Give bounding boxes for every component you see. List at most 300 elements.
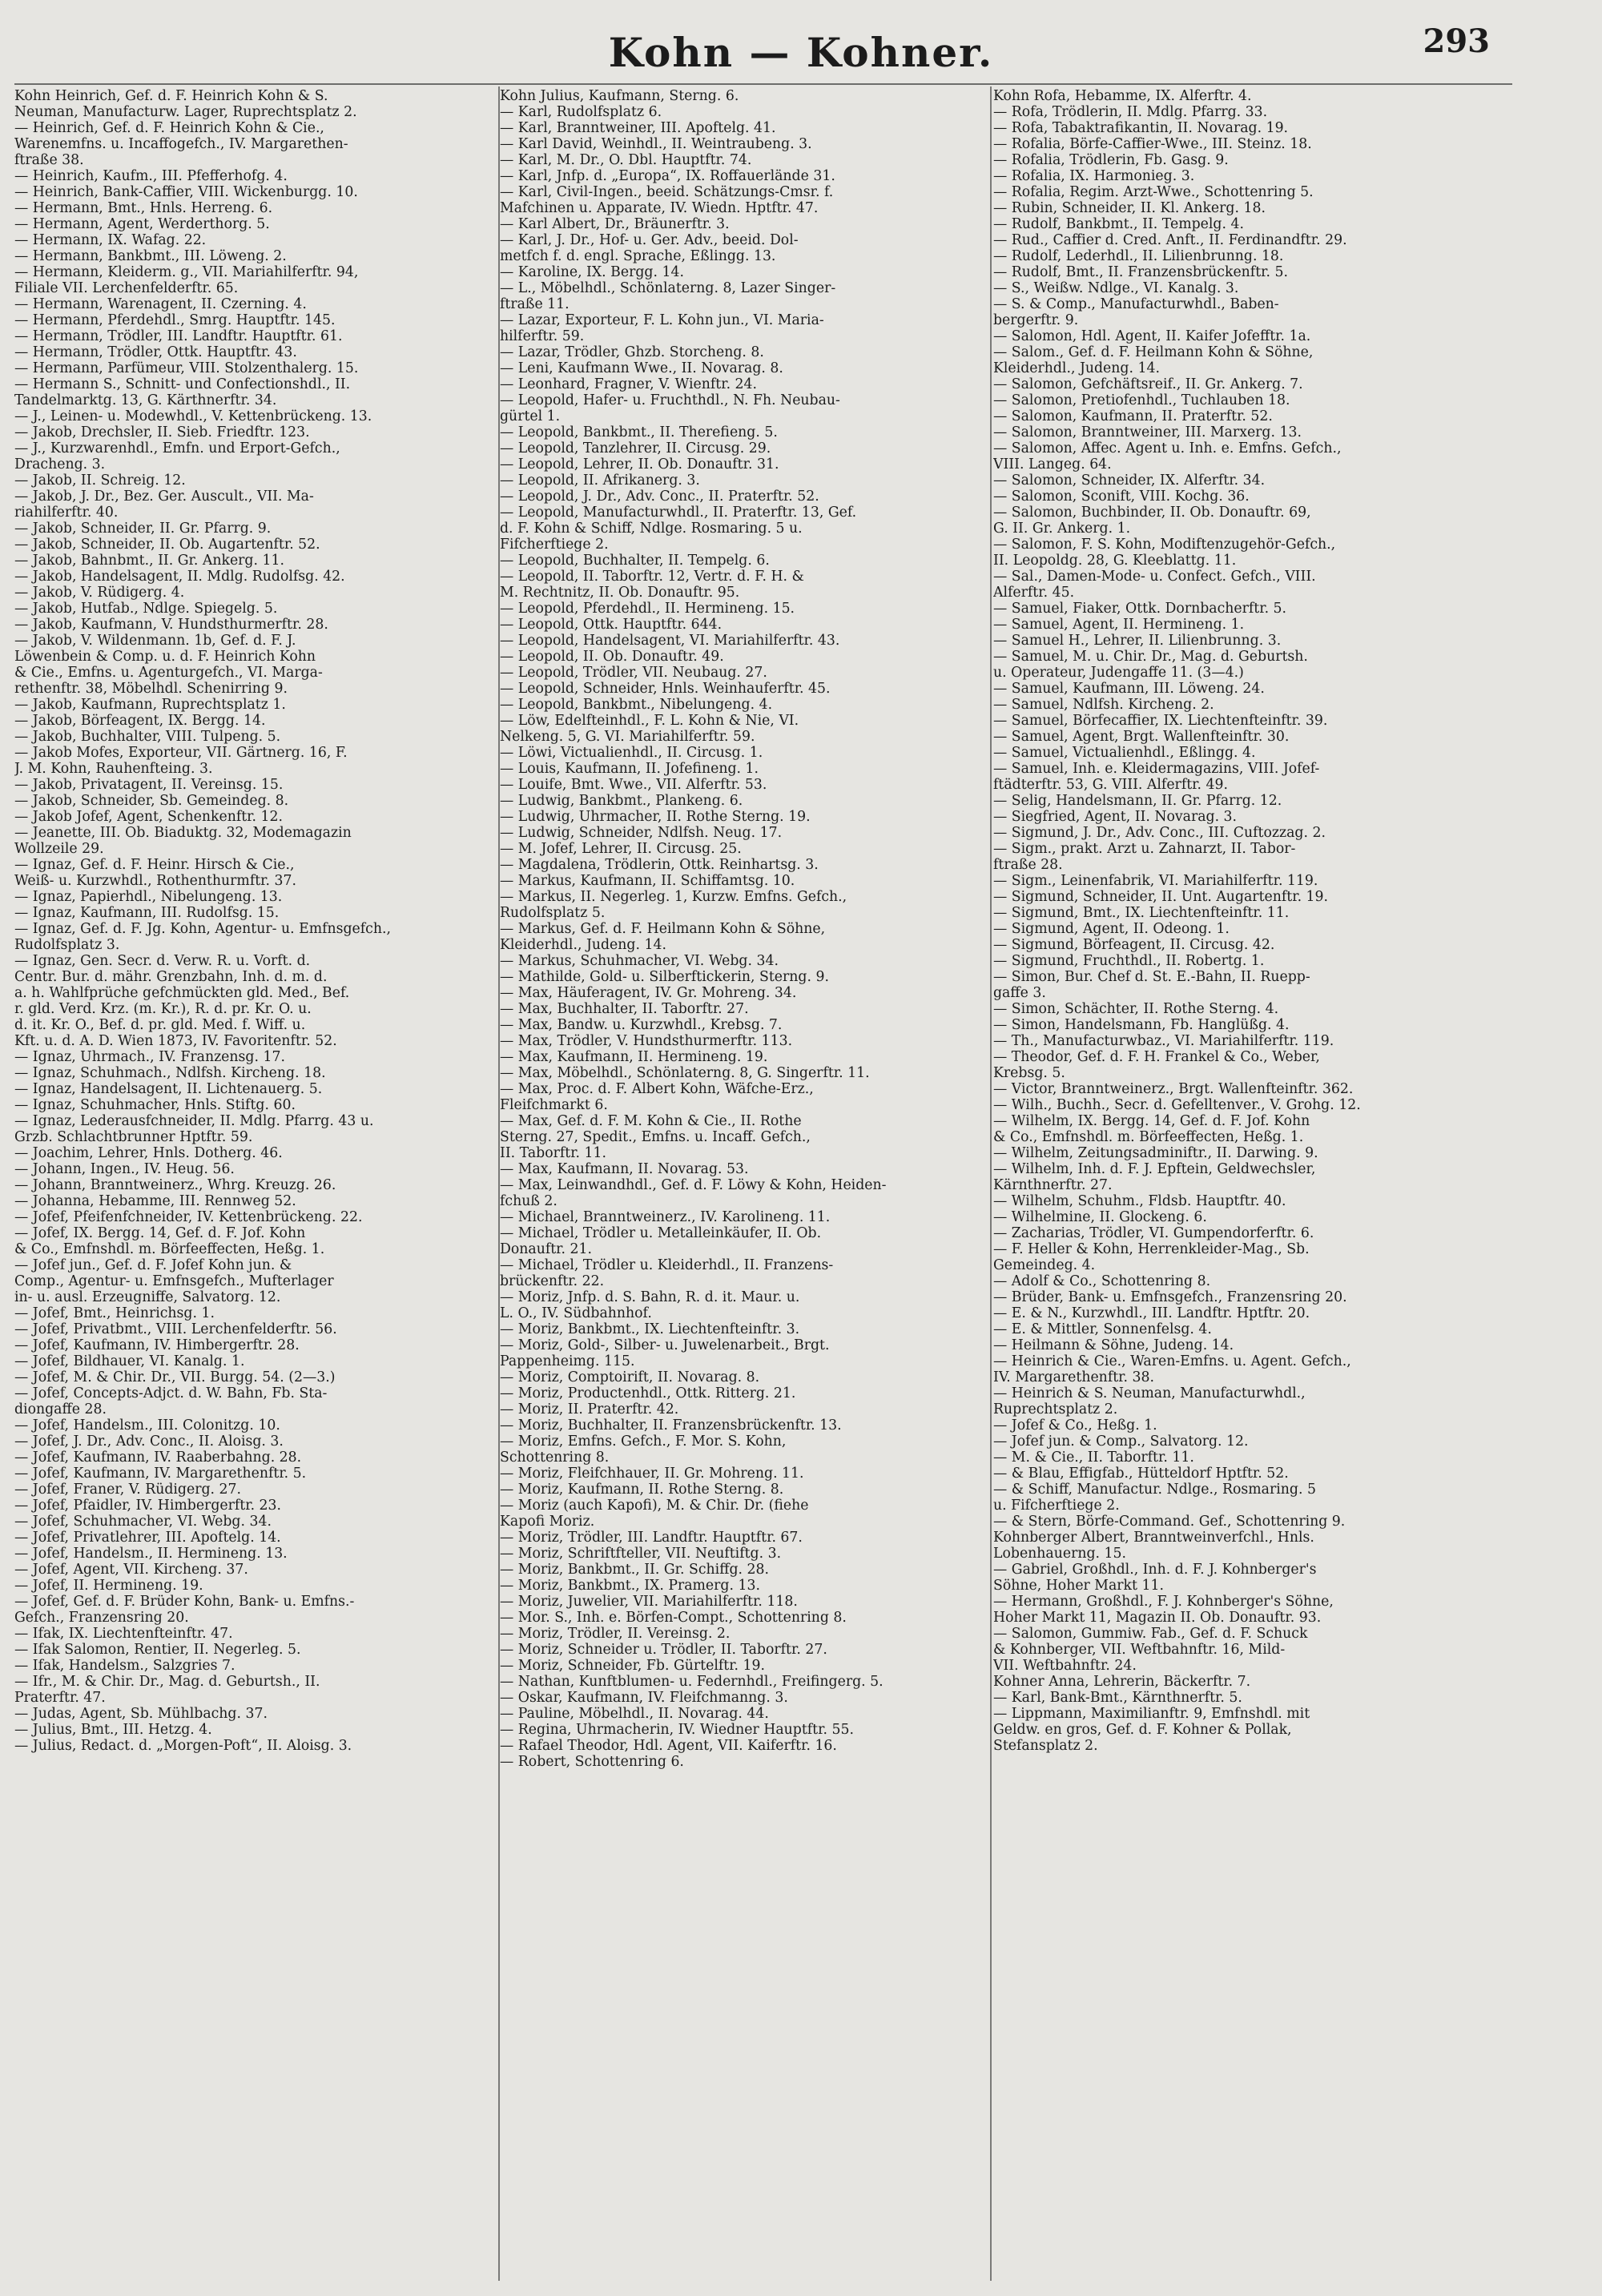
directory-entry: — Karl, J. Dr., Hof- u. Ger. Adv., beeid. Dol- bbox=[500, 232, 799, 248]
directory-entry: — Moriz, Bankbmt., IX. Liechtenfteinftr. 3. bbox=[500, 1321, 800, 1337]
directory-entry: Kft. u. d. A. D. Wien 1873, IV. Favoritenftr. 52. bbox=[14, 1033, 337, 1049]
directory-entry: — Hermann, IX. Wafag. 22. bbox=[14, 232, 207, 248]
directory-entry: — Moriz, Emfns. Gefch., F. Mor. S. Kohn, bbox=[500, 1433, 787, 1450]
directory-entry: Lobenhauerng. 15. bbox=[993, 1546, 1127, 1562]
directory-entry: Neuman, Manufacturw. Lager, Ruprechtsplatz 2. bbox=[14, 104, 357, 120]
directory-entry: — Sigmund, J. Dr., Adv. Conc., III. Cuftozzag. 2. bbox=[993, 825, 1326, 841]
directory-entry: — Judas, Agent, Sb. Mühlbachg. 37. bbox=[14, 1706, 268, 1722]
directory-entry: — Salomon, Buchbinder, II. Ob. Donauftr. 69, bbox=[993, 505, 1311, 521]
column-middle bbox=[500, 88, 988, 1770]
directory-entry: — Hermann, Großhdl., F. J. Kohnberger's Söhne, bbox=[993, 1594, 1334, 1610]
directory-entry: — Jofef, Privatbmt., VIII. Lerchenfelderftr. 56. bbox=[14, 1321, 337, 1337]
directory-entry: — Heinrich, Gef. d. F. Heinrich Kohn & Cie., bbox=[14, 120, 324, 136]
directory-entry: — Jakob, J. Dr., Bez. Ger. Auscult., VII. Ma- bbox=[14, 489, 314, 505]
directory-entry: — Ifak Salomon, Rentier, II. Negerleg. 5. bbox=[14, 1642, 301, 1658]
directory-entry: — Salomon, Gefchäftsreif., II. Gr. Ankerg. 7. bbox=[993, 376, 1303, 392]
directory-entry: — Wilhelm, Zeitungsadminiftr., II. Darwing. 9. bbox=[993, 1145, 1318, 1161]
directory-entry: — Hermann, Trödler, III. Landftr. Hauptftr. 61. bbox=[14, 328, 343, 344]
directory-entry: — Jofef, Franer, V. Rüdigerg. 27. bbox=[14, 1482, 242, 1498]
directory-entry: Mafchinen u. Apparate, IV. Wiedn. Hptftr. 47. bbox=[500, 200, 819, 216]
directory-entry: — Samuel, Agent, II. Hermineng. 1. bbox=[993, 617, 1245, 633]
directory-entry: — Jofef, J. Dr., Adv. Conc., II. Aloisg. 3. bbox=[14, 1433, 284, 1450]
directory-entry: — Karl, Bank-Bmt., Kärnthnerftr. 5. bbox=[993, 1690, 1242, 1706]
directory-entry: — Jakob, Handelsagent, II. Mdlg. Rudolfsg. 42. bbox=[14, 569, 345, 585]
directory-entry: — Leopold, Trödler, VII. Neubaug. 27. bbox=[500, 665, 767, 681]
directory-entry: — Michael, Branntweinerz., IV. Karolineng. 11. bbox=[500, 1209, 831, 1225]
directory-entry: Kohn Rofa, Hebamme, IX. Alferftr. 4. bbox=[993, 88, 1252, 104]
directory-entry: — Markus, Schuhmacher, VI. Webg. 34. bbox=[500, 953, 779, 969]
directory-entry: — Karoline, IX. Bergg. 14. bbox=[500, 264, 684, 280]
directory-entry: — Julius, Redact. d. „Morgen-Poft“, II. Aloisg. 3. bbox=[14, 1738, 352, 1754]
directory-entry: — Jofef, Agent, VII. Kircheng. 37. bbox=[14, 1562, 248, 1578]
directory-entry: r. gld. Verd. Krz. (m. Kr.), R. d. pr. Kr. O. u. bbox=[14, 1001, 312, 1017]
directory-entry: — Samuel, Victualienhdl., Eßlingg. 4. bbox=[993, 745, 1256, 761]
directory-entry: — Hermann, Bmt., Hnls. Herreng. 6. bbox=[14, 200, 273, 216]
directory-entry: — Ludwig, Bankbmt., Plankeng. 6. bbox=[500, 793, 743, 809]
directory-entry: — Max, Möbelhdl., Schönlaterng. 8, G. Singerftr. 11. bbox=[500, 1065, 870, 1081]
directory-entry: — Jakob, Schneider, II. Ob. Augartenftr. 52. bbox=[14, 537, 320, 553]
directory-entry: hilferftr. 59. bbox=[500, 328, 585, 344]
directory-entry: — Moriz, Juwelier, VII. Mariahilferftr. 118. bbox=[500, 1594, 798, 1610]
directory-entry: — Moriz, Schneider u. Trödler, II. Taborftr. 27. bbox=[500, 1642, 827, 1658]
directory-entry: II. Taborftr. 11. bbox=[500, 1145, 607, 1161]
directory-entry: — Max, Bandw. u. Kurzwhdl., Krebsg. 7. bbox=[500, 1017, 783, 1033]
directory-entry: — & Blau, Effigfab., Hütteldorf Hptftr. 52. bbox=[993, 1466, 1289, 1482]
directory-entry: — Ignaz, Schuhmacher, Hnls. Stiftg. 60. bbox=[14, 1097, 296, 1113]
directory-entry: — Hermann, Pferdehdl., Smrg. Hauptftr. 145. bbox=[14, 312, 336, 328]
directory-entry: & Cie., Emfns. u. Agenturgefch., VI. Marga- bbox=[14, 665, 323, 681]
directory-entry: Fifcherftiege 2. bbox=[500, 537, 609, 553]
directory-entry: d. it. Kr. O., Bef. d. pr. gld. Med. f. Wiff. u. bbox=[14, 1017, 306, 1033]
directory-entry: Schottenring 8. bbox=[500, 1450, 610, 1466]
directory-entry: Tandelmarktg. 13, G. Kärthnerftr. 34. bbox=[14, 392, 277, 408]
directory-entry: — Rofa, Trödlerin, II. Mdlg. Pfarrg. 33. bbox=[993, 104, 1268, 120]
directory-entry: — Max, Trödler, V. Hundsthurmerftr. 113. bbox=[500, 1033, 793, 1049]
directory-entry: G. II. Gr. Ankerg. 1. bbox=[993, 521, 1131, 537]
directory-entry: — Rofalia, Trödlerin, Fb. Gasg. 9. bbox=[993, 152, 1229, 168]
directory-entry: — Markus, Kaufmann, II. Schiffamtsg. 10. bbox=[500, 873, 795, 889]
directory-entry: — Moriz (auch Kapofi), M. & Chir. Dr. (fiehe bbox=[500, 1498, 809, 1514]
directory-entry: — Max, Gef. d. F. M. Kohn & Cie., II. Rothe bbox=[500, 1113, 802, 1129]
directory-entry: — Max, Leinwandhdl., Gef. d. F. Löwy & Kohn, Heiden- bbox=[500, 1177, 887, 1193]
directory-entry: — Jofef, Kaufmann, IV. Raaberbahng. 28. bbox=[14, 1450, 302, 1466]
directory-entry: — Salomon, Branntweiner, III. Marxerg. 13. bbox=[993, 424, 1302, 440]
directory-entry: — Jakob, Schneider, II. Gr. Pfarrg. 9. bbox=[14, 521, 272, 537]
directory-entry: metfch f. d. engl. Sprache, Eßlingg. 13. bbox=[500, 248, 776, 264]
directory-entry: — Jofef, Bildhauer, VI. Kanalg. 1. bbox=[14, 1353, 245, 1369]
directory-entry: Gefch., Franzensring 20. bbox=[14, 1610, 189, 1626]
directory-entry: — Jofef, Privatlehrer, III. Apoftelg. 14. bbox=[14, 1530, 281, 1546]
directory-entry: — Ignaz, Handelsagent, II. Lichtenauerg. 5. bbox=[14, 1081, 323, 1097]
directory-entry: — Salomon, Pretiofenhdl., Tuchlauben 18. bbox=[993, 392, 1290, 408]
directory-entry: Krebsg. 5. bbox=[993, 1065, 1065, 1081]
directory-entry: — Leopold, II. Taborftr. 12, Vertr. d. F. H. & bbox=[500, 569, 804, 585]
directory-entry: — Jakob, Buchhalter, VIII. Tulpeng. 5. bbox=[14, 729, 281, 745]
directory-entry: — Jofef, Pfaidler, IV. Himbergerftr. 23. bbox=[14, 1498, 282, 1514]
directory-entry: — Moriz, Jnfp. d. S. Bahn, R. d. it. Maur. u. bbox=[500, 1289, 800, 1305]
directory-entry: — Moriz, Schriftfteller, VII. Neuftiftg. 3. bbox=[500, 1546, 782, 1562]
page-header bbox=[0, 0, 1602, 96]
directory-entry: Weiß- u. Kurzwhdl., Rothenthurmftr. 37. bbox=[14, 873, 296, 889]
directory-entry: — & Stern, Börfe-Command. Gef., Schottenring 9. bbox=[993, 1514, 1346, 1530]
directory-entry: — Salomon, Sconift, VIII. Kochg. 36. bbox=[993, 489, 1250, 505]
directory-entry: — J., Leinen- u. Modewhdl., V. Kettenbrückeng. 13. bbox=[14, 408, 372, 424]
directory-entry: — Ignaz, Gef. d. F. Jg. Kohn, Agentur- u. Emfnsgefch., bbox=[14, 921, 391, 937]
directory-entry: — Wilhelm, Schuhm., Fldsb. Hauptftr. 40. bbox=[993, 1193, 1286, 1209]
directory-entry: — Johanna, Hebamme, III. Rennweg 52. bbox=[14, 1193, 296, 1209]
directory-entry: — Wilhelm, IX. Bergg. 14, Gef. d. F. Jof. Kohn bbox=[993, 1113, 1310, 1129]
directory-entry: ftraße 38. bbox=[14, 152, 84, 168]
directory-entry: in- u. ausl. Erzeugniffe, Salvatorg. 12. bbox=[14, 1289, 281, 1305]
directory-entry: — Leopold, Bankbmt., II. Therefieng. 5. bbox=[500, 424, 778, 440]
directory-entry: — M. Jofef, Lehrer, II. Circusg. 25. bbox=[500, 841, 742, 857]
directory-entry: Kleiderhdl., Judeng. 14. bbox=[993, 360, 1160, 376]
directory-entry: — Löw, Edelfteinhdl., F. L. Kohn & Nie, VI. bbox=[500, 713, 799, 729]
directory-entry: — Moriz, Trödler, III. Landftr. Hauptftr. 67. bbox=[500, 1530, 803, 1546]
directory-entry: — Leonhard, Fragner, V. Wienftr. 24. bbox=[500, 376, 758, 392]
directory-entry: a. h. Wahlfprüche gefchmückten gld. Med., Bef. bbox=[14, 985, 350, 1001]
directory-entry: — Heinrich & Cie., Waren-Emfns. u. Agent. Gefch., bbox=[993, 1353, 1351, 1369]
directory-entry: — Leopold, Tanzlehrer, II. Circusg. 29. bbox=[500, 440, 771, 456]
directory-entry: — Sigmund, Schneider, II. Unt. Augartenftr. 19. bbox=[993, 889, 1329, 905]
directory-entry: — Magdalena, Trödlerin, Ottk. Reinhartsg. 3. bbox=[500, 857, 819, 873]
directory-entry: — Leopold, II. Afrikanerg. 3. bbox=[500, 472, 700, 489]
directory-entry: — Jofef, Gef. d. F. Brüder Kohn, Bank- u. Emfns.- bbox=[14, 1594, 355, 1610]
directory-entry: Rudolfsplatz 3. bbox=[14, 937, 120, 953]
directory-entry: — Samuel, Agent, Brgt. Wallenfteinftr. 30. bbox=[993, 729, 1290, 745]
directory-entry: u. Fifcherftiege 2. bbox=[993, 1498, 1120, 1514]
directory-entry: — Jofef & Co., Heßg. 1. bbox=[993, 1417, 1157, 1433]
directory-entry: — Leopold, Pferdehdl., II. Hermineng. 15. bbox=[500, 601, 795, 617]
directory-entry: — Hermann, Agent, Werderthorg. 5. bbox=[14, 216, 270, 232]
directory-entry: — Karl, Branntweiner, III. Apoftelg. 41. bbox=[500, 120, 776, 136]
directory-entry: — Rudolf, Lederhdl., II. Lilienbrunng. 18. bbox=[993, 248, 1284, 264]
directory-entry: — Louis, Kaufmann, II. Jofefineng. 1. bbox=[500, 761, 759, 777]
directory-entry: — Jofef, Schuhmacher, VI. Webg. 34. bbox=[14, 1514, 272, 1530]
directory-entry: — Jofef, Handelsm., III. Colonitzg. 10. bbox=[14, 1417, 280, 1433]
directory-entry: — Nathan, Kunftblumen- u. Federnhdl., Freifingerg. 5. bbox=[500, 1674, 884, 1690]
directory-entry: Rudolfsplatz 5. bbox=[500, 905, 606, 921]
directory-entry: — Rofa, Tabaktrafikantin, II. Novarag. 19. bbox=[993, 120, 1289, 136]
directory-entry: — & Schiff, Manufactur. Ndlge., Rosmaring. 5 bbox=[993, 1482, 1316, 1498]
directory-entry: Centr. Bur. d. mähr. Grenzbahn, Inh. d. m. d. bbox=[14, 969, 328, 985]
directory-entry: — Salom., Gef. d. F. Heilmann Kohn & Söhne, bbox=[993, 344, 1314, 360]
directory-entry: — Moriz, Kaufmann, II. Rothe Sterng. 8. bbox=[500, 1482, 784, 1498]
directory-entry: — Heinrich, Kaufm., III. Pfefferhofg. 4. bbox=[14, 168, 288, 184]
directory-entry: — Moriz, Fleifchhauer, II. Gr. Mohreng. 11. bbox=[500, 1466, 804, 1482]
directory-entry: — Jofef, II. Hermineng. 19. bbox=[14, 1578, 203, 1594]
directory-entry: — Markus, Gef. d. F. Heilmann Kohn & Söhne, bbox=[500, 921, 826, 937]
directory-entry: — Ignaz, Lederausfchneider, II. Mdlg. Pfarrg. 43 u. bbox=[14, 1113, 374, 1129]
directory-entry: — Michael, Trödler u. Metalleinkäufer, II. Ob. bbox=[500, 1225, 822, 1241]
directory-entry: — Jakob, II. Schreig. 12. bbox=[14, 472, 186, 489]
directory-entry: — Hermann, Parfümeur, VIII. Stolzenthalerg. 15. bbox=[14, 360, 359, 376]
directory-entry: — Jakob, V. Wildenmann. 1b, Gef. d. F. J. bbox=[14, 633, 296, 649]
directory-entry: — Ifr., M. & Chir. Dr., Mag. d. Geburtsh., II. bbox=[14, 1674, 320, 1690]
directory-entry: — Rud., Caffier d. Cred. Anft., II. Ferdinandftr. 29. bbox=[993, 232, 1347, 248]
directory-entry: — Ifak, Handelsm., Salzgries 7. bbox=[14, 1658, 235, 1674]
directory-entry: — J., Kurzwarenhdl., Emfn. und Erport-Gefch., bbox=[14, 440, 340, 456]
directory-entry: Kapofi Moriz. bbox=[500, 1514, 595, 1530]
directory-entry: — Jakob, Hutfab., Ndlge. Spiegelg. 5. bbox=[14, 601, 278, 617]
directory-entry: — Jofef, Pfeifenfchneider, IV. Kettenbrückeng. 22. bbox=[14, 1209, 363, 1225]
directory-entry: — Karl, M. Dr., O. Dbl. Hauptftr. 74. bbox=[500, 152, 752, 168]
directory-entry: — Leopold, Buchhalter, II. Tempelg. 6. bbox=[500, 553, 770, 569]
directory-entry: Filiale VII. Lerchenfelderftr. 65. bbox=[14, 280, 239, 296]
directory-entry: Stefansplatz 2. bbox=[993, 1738, 1098, 1754]
directory-entry: — Karl David, Weinhdl., II. Weintraubeng. 3. bbox=[500, 136, 812, 152]
directory-entry: Donauftr. 21. bbox=[500, 1241, 592, 1257]
directory-entry: — Karl, Civil-Ingen., beeid. Schätzungs-Cmsr. f. bbox=[500, 184, 834, 200]
directory-entry: Löwenbein & Comp. u. d. F. Heinrich Kohn bbox=[14, 649, 316, 665]
directory-entry: — Leni, Kaufmann Wwe., II. Novarag. 8. bbox=[500, 360, 783, 376]
directory-entry: — Samuel, Inh. e. Kleidermagazins, VIII. Jofef- bbox=[993, 761, 1320, 777]
directory-entry: Kohnberger Albert, Branntweinverfchl., Hnls. bbox=[993, 1530, 1314, 1546]
directory-entry: Pappenheimg. 115. bbox=[500, 1353, 635, 1369]
directory-entry: — Max, Buchhalter, II. Taborftr. 27. bbox=[500, 1001, 749, 1017]
directory-entry: — Ifak, IX. Liechtenfteinftr. 47. bbox=[14, 1626, 233, 1642]
directory-entry: — Ignaz, Schuhmach., Ndlfsh. Kircheng. 18. bbox=[14, 1065, 326, 1081]
directory-entry: ftädterftr. 53, G. VIII. Alferftr. 49. bbox=[993, 777, 1228, 793]
directory-entry: — Moriz, Bankbmt., IX. Pramerg. 13. bbox=[500, 1578, 760, 1594]
directory-entry: gaffe 3. bbox=[993, 985, 1046, 1001]
directory-entry: — Sigmund, Fruchthdl., II. Robertg. 1. bbox=[993, 953, 1265, 969]
directory-entry: — Ignaz, Papierhdl., Nibelungeng. 13. bbox=[14, 889, 283, 905]
directory-entry: — Moriz, II. Praterftr. 42. bbox=[500, 1401, 679, 1417]
directory-entry: Fleifchmarkt 6. bbox=[500, 1097, 608, 1113]
directory-entry: — Jofef, Kaufmann, IV. Margarethenftr. 5. bbox=[14, 1466, 307, 1482]
directory-entry: — Samuel, M. u. Chir. Dr., Mag. d. Geburtsh. bbox=[993, 649, 1308, 665]
directory-entry: — Jakob, Kaufmann, Ruprechtsplatz 1. bbox=[14, 697, 286, 713]
directory-entry: — Simon, Schächter, II. Rothe Sterng. 4. bbox=[993, 1001, 1279, 1017]
directory-entry: — Sigmund, Agent, II. Odeong. 1. bbox=[993, 921, 1230, 937]
directory-entry: — Wilhelmine, II. Glockeng. 6. bbox=[993, 1209, 1207, 1225]
directory-entry: — Pauline, Möbelhdl., II. Novarag. 44. bbox=[500, 1706, 769, 1722]
directory-entry: Sterng. 27, Spedit., Emfns. u. Incaff. Gefch., bbox=[500, 1129, 811, 1145]
directory-entry: — Karl Albert, Dr., Bräunerftr. 3. bbox=[500, 216, 730, 232]
directory-entry: — Rofalia, Börfe-Caffier-Wwe., III. Steinz. 18. bbox=[993, 136, 1312, 152]
directory-entry: — Löwi, Victualienhdl., II. Circusg. 1. bbox=[500, 745, 763, 761]
directory-entry: — Max, Häuferagent, IV. Gr. Mohreng. 34. bbox=[500, 985, 797, 1001]
directory-entry: J. M. Kohn, Rauhenfteing. 3. bbox=[14, 761, 213, 777]
directory-entry: — Salomon, Hdl. Agent, II. Kaifer Jofefftr. 1a. bbox=[993, 328, 1311, 344]
directory-entry: — Jofef jun., Gef. d. F. Jofef Kohn jun. & bbox=[14, 1257, 292, 1273]
directory-entry: — Brüder, Bank- u. Emfnsgefch., Franzensring 20. bbox=[993, 1289, 1347, 1305]
directory-entry: — Sigmund, Börfeagent, II. Circusg. 42. bbox=[993, 937, 1275, 953]
directory-entry: Kohn Heinrich, Gef. d. F. Heinrich Kohn & S. bbox=[14, 88, 328, 104]
directory-entry: — Robert, Schottenring 6. bbox=[500, 1754, 684, 1770]
column-right bbox=[993, 88, 1512, 1754]
directory-entry: — E. & Mittler, Sonnenfelsg. 4. bbox=[993, 1321, 1212, 1337]
directory-entry: — Regina, Uhrmacherin, IV. Wiedner Hauptftr. 55. bbox=[500, 1722, 854, 1738]
directory-entry: — Moriz, Comptoirift, II. Novarag. 8. bbox=[500, 1369, 760, 1385]
directory-entry: — Moriz, Trödler, II. Vereinsg. 2. bbox=[500, 1626, 731, 1642]
directory-entry: Alferftr. 45. bbox=[993, 585, 1075, 601]
directory-entry: — Julius, Bmt., III. Hetzg. 4. bbox=[14, 1722, 212, 1738]
directory-entry: — E. & N., Kurzwhdl., III. Landftr. Hptftr. 20. bbox=[993, 1305, 1310, 1321]
directory-entry: — Leopold, Handelsagent, VI. Mariahilferftr. 43. bbox=[500, 633, 840, 649]
directory-entry: — Siegfried, Agent, II. Novarag. 3. bbox=[993, 809, 1238, 825]
directory-entry: Grzb. Schlachtbrunner Hptftr. 59. bbox=[14, 1129, 253, 1145]
directory-entry: — Jakob, V. Rüdigerg. 4. bbox=[14, 585, 185, 601]
directory-entry: — Jakob, Drechsler, II. Sieb. Friedftr. 123. bbox=[14, 424, 310, 440]
directory-entry: — S., Weißw. Ndlge., VI. Kanalg. 3. bbox=[993, 280, 1239, 296]
directory-entry: — Jakob Jofef, Agent, Schenkenftr. 12. bbox=[14, 809, 283, 825]
directory-entry: — Samuel H., Lehrer, II. Lilienbrunng. 3. bbox=[993, 633, 1282, 649]
directory-entry: u. Operateur, Judengaffe 11. (3—4.) bbox=[993, 665, 1244, 681]
directory-entry: Wollzeile 29. bbox=[14, 841, 104, 857]
directory-entry: diongaffe 28. bbox=[14, 1401, 107, 1417]
directory-entry: — Samuel, Kaufmann, III. Löweng. 24. bbox=[993, 681, 1265, 697]
directory-entry: — Sal., Damen-Mode- u. Confect. Gefch., VIII. bbox=[993, 569, 1316, 585]
directory-entry: — Hermann, Trödler, Ottk. Hauptftr. 43. bbox=[14, 344, 297, 360]
directory-entry: — Th., Manufacturwbaz., VI. Mariahilferftr. 119. bbox=[993, 1033, 1334, 1049]
directory-entry: — Jeanette, III. Ob. Biaduktg. 32, Modemagazin bbox=[14, 825, 352, 841]
directory-entry: — Louife, Bmt. Wwe., VII. Alferftr. 53. bbox=[500, 777, 767, 793]
directory-entry: — Jakob, Börfeagent, IX. Bergg. 14. bbox=[14, 713, 266, 729]
directory-entry: — Sigmund, Bmt., IX. Liechtenfteinftr. 11. bbox=[993, 905, 1290, 921]
directory-entry: — Rafael Theodor, Hdl. Agent, VII. Kaiferftr. 16. bbox=[500, 1738, 837, 1754]
directory-entry: — Sigm., prakt. Arzt u. Zahnarzt, II. Tabor- bbox=[993, 841, 1296, 857]
directory-entry: — Salomon, Kaufmann, II. Praterftr. 52. bbox=[993, 408, 1273, 424]
directory-entry: — Johann, Ingen., IV. Heug. 56. bbox=[14, 1161, 235, 1177]
directory-entry: — Moriz, Schneider, Fb. Gürtelftr. 19. bbox=[500, 1658, 766, 1674]
directory-entry: — Max, Kaufmann, II. Hermineng. 19. bbox=[500, 1049, 768, 1065]
directory-entry: bergerftr. 9. bbox=[993, 312, 1079, 328]
directory-entry: — Lazar, Exporteur, F. L. Kohn jun., VI. Maria- bbox=[500, 312, 824, 328]
directory-entry: — Moriz, Bankbmt., II. Gr. Schiffg. 28. bbox=[500, 1562, 770, 1578]
directory-entry: — Leopold, Ottk. Hauptftr. 644. bbox=[500, 617, 723, 633]
directory-entry: — Jakob, Kaufmann, V. Hundsthurmerftr. 28. bbox=[14, 617, 328, 633]
directory-entry: — Salomon, Schneider, IX. Alferftr. 34. bbox=[993, 472, 1266, 489]
directory-entry: — Jofef, Concepts-Adjct. d. W. Bahn, Fb. Sta- bbox=[14, 1385, 328, 1401]
directory-entry: Comp., Agentur- u. Emfnsgefch., Mufterlager bbox=[14, 1273, 334, 1289]
directory-entry: Geldw. en gros, Gef. d. F. Kohner & Pollak, bbox=[993, 1722, 1292, 1738]
directory-entry: — Max, Kaufmann, II. Novarag. 53. bbox=[500, 1161, 749, 1177]
directory-entry: ftraße 11. bbox=[500, 296, 570, 312]
directory-entry: — Joachim, Lehrer, Hnls. Dotherg. 46. bbox=[14, 1145, 283, 1161]
directory-entry: — Jakob, Bahnbmt., II. Gr. Ankerg. 11. bbox=[14, 553, 284, 569]
directory-entry: Söhne, Hoher Markt 11. bbox=[993, 1578, 1164, 1594]
directory-entry: — Mor. S., Inh. e. Börfen-Compt., Schottenring 8. bbox=[500, 1610, 847, 1626]
directory-entry: riahilferftr. 40. bbox=[14, 505, 119, 521]
directory-entry: — Leopold, Lehrer, II. Ob. Donauftr. 31. bbox=[500, 456, 779, 472]
directory-entry: gürtel 1. bbox=[500, 408, 561, 424]
directory-entry: VII. Weftbahnftr. 24. bbox=[993, 1658, 1137, 1674]
directory-entry: & Kohnberger, VII. Weftbahnftr. 16, Mild- bbox=[993, 1642, 1286, 1658]
directory-entry: — Moriz, Buchhalter, II. Franzensbrückenftr. 13. bbox=[500, 1417, 842, 1433]
directory-entry: — Lippmann, Maximilianftr. 9, Emfnshdl. mit bbox=[993, 1706, 1310, 1722]
directory-entry: — Samuel, Börfecaffier, IX. Liechtenfteinftr. 39. bbox=[993, 713, 1328, 729]
directory-entry: — Karl, Jnfp. d. „Europa“, IX. Roffauerlände 31. bbox=[500, 168, 835, 184]
directory-entry: — Jakob, Privatagent, II. Vereinsg. 15. bbox=[14, 777, 284, 793]
directory-entry: — Sigm., Leinenfabrik, VI. Mariahilferftr. 119. bbox=[993, 873, 1318, 889]
directory-entry: — Leopold, J. Dr., Adv. Conc., II. Praterftr. 52. bbox=[500, 489, 819, 505]
directory-entry: Gemeindeg. 4. bbox=[993, 1257, 1096, 1273]
column-divider bbox=[990, 86, 992, 2281]
directory-entry: — Salomon, Gummiw. Fab., Gef. d. F. Schuck bbox=[993, 1626, 1308, 1642]
directory-entry: — Jofef, M. & Chir. Dr., VII. Burgg. 54. (2—3.) bbox=[14, 1369, 336, 1385]
directory-entry: & Co., Emfnshdl. m. Börfeeffecten, Heßg. 1. bbox=[14, 1241, 325, 1257]
directory-entry: IV. Margarethenftr. 38. bbox=[993, 1369, 1154, 1385]
directory-entry: — Moriz, Productenhdl., Ottk. Ritterg. 21. bbox=[500, 1385, 796, 1401]
directory-entry: — Oskar, Kaufmann, IV. Fleifchmanng. 3. bbox=[500, 1690, 788, 1706]
directory-entry: — Leopold, II. Ob. Donauftr. 49. bbox=[500, 649, 724, 665]
header-rule bbox=[14, 83, 1512, 85]
directory-entry: — Rubin, Schneider, II. Kl. Ankerg. 18. bbox=[993, 200, 1266, 216]
directory-entry: — Wilhelm, Inh. d. F. J. Epftein, Geldwechsler, bbox=[993, 1161, 1316, 1177]
directory-entry: — F. Heller & Kohn, Herrenkleider-Mag., Sb. bbox=[993, 1241, 1310, 1257]
directory-entry: — Max, Proc. d. F. Albert Kohn, Wäfche-Erz., bbox=[500, 1081, 814, 1097]
directory-entry: Nelkeng. 5, G. VI. Mariahilferftr. 59. bbox=[500, 729, 755, 745]
directory-entry: — Heinrich & S. Neuman, Manufacturwhdl., bbox=[993, 1385, 1306, 1401]
directory-entry: — Rudolf, Bankbmt., II. Tempelg. 4. bbox=[993, 216, 1244, 232]
directory-entry: — Samuel, Ndlfsh. Kircheng. 2. bbox=[993, 697, 1214, 713]
directory-entry: — Jofef, IX. Bergg. 14, Gef. d. F. Jof. Kohn bbox=[14, 1225, 306, 1241]
directory-entry: Warenemfns. u. Incaffogefch., IV. Margarethen- bbox=[14, 136, 348, 152]
directory-entry: fchuß 2. bbox=[500, 1193, 557, 1209]
directory-entry: — Salomon, F. S. Kohn, Modiftenzugehör-Gefch., bbox=[993, 537, 1336, 553]
directory-entry: — Ignaz, Gen. Secr. d. Verw. R. u. Vorft. d. bbox=[14, 953, 311, 969]
directory-entry: Dracheng. 3. bbox=[14, 456, 106, 472]
directory-entry: Kohner Anna, Lehrerin, Bäckerftr. 7. bbox=[993, 1674, 1251, 1690]
directory-entry: — Karl, Rudolfsplatz 6. bbox=[500, 104, 662, 120]
directory-entry: — Lazar, Trödler, Ghzb. Storcheng. 8. bbox=[500, 344, 764, 360]
directory-entry: — Hermann S., Schnitt- und Confectionshdl., II. bbox=[14, 376, 351, 392]
directory-entry: — Jofef, Handelsm., II. Hermineng. 13. bbox=[14, 1546, 288, 1562]
directory-entry: — Theodor, Gef. d. F. H. Frankel & Co., Weber, bbox=[993, 1049, 1320, 1065]
directory-entry: — L., Möbelhdl., Schönlaterng. 8, Lazer Singer- bbox=[500, 280, 836, 296]
directory-entry: — Leopold, Bankbmt., Nibelungeng. 4. bbox=[500, 697, 773, 713]
directory-entry: — Jakob, Schneider, Sb. Gemeindeg. 8. bbox=[14, 793, 289, 809]
directory-entry: — Hermann, Kleiderm. g., VII. Mariahilferftr. 94, bbox=[14, 264, 359, 280]
directory-entry: — Simon, Handelsmann, Fb. Hanglüßg. 4. bbox=[993, 1017, 1290, 1033]
column-left bbox=[14, 88, 501, 1754]
directory-entry: Kärnthnerftr. 27. bbox=[993, 1177, 1113, 1193]
directory-entry: — Salomon, Affec. Agent u. Inh. e. Emfns. Gefch., bbox=[993, 440, 1342, 456]
directory-entry: — Hermann, Warenagent, II. Czerning. 4. bbox=[14, 296, 307, 312]
directory-entry: — Jofef, Bmt., Heinrichsg. 1. bbox=[14, 1305, 215, 1321]
directory-entry: — Rofalia, IX. Harmonieg. 3. bbox=[993, 168, 1195, 184]
directory-entry: — Michael, Trödler u. Kleiderhdl., II. Franzens- bbox=[500, 1257, 834, 1273]
directory-entry: & Co., Emfnshdl. m. Börfeeffecten, Heßg. 1. bbox=[993, 1129, 1304, 1145]
directory-entry: — Adolf & Co., Schottenring 8. bbox=[993, 1273, 1211, 1289]
directory-entry: — Leopold, Manufacturwhdl., II. Praterftr. 13, Gef. bbox=[500, 505, 857, 521]
directory-entry: — Ignaz, Gef. d. F. Heinr. Hirsch & Cie., bbox=[14, 857, 295, 873]
directory-entry: — Jofef, Kaufmann, IV. Himbergerftr. 28. bbox=[14, 1337, 300, 1353]
directory-entry: Kohn Julius, Kaufmann, Sterng. 6. bbox=[500, 88, 739, 104]
directory-entry: — Markus, II. Negerleg. 1, Kurzw. Emfns. Gefch., bbox=[500, 889, 847, 905]
directory-entry: brückenftr. 22. bbox=[500, 1273, 605, 1289]
directory-entry: L. O., IV. Südbahnhof. bbox=[500, 1305, 652, 1321]
directory-entry: — Ignaz, Kaufmann, III. Rudolfsg. 15. bbox=[14, 905, 280, 921]
directory-entry: — Jofef jun. & Comp., Salvatorg. 12. bbox=[993, 1433, 1249, 1450]
directory-entry: — Leopold, Hafer- u. Fruchthdl., N. Fh. Neubau- bbox=[500, 392, 840, 408]
directory-entry: — Victor, Branntweinerz., Brgt. Wallenfteinftr. 362. bbox=[993, 1081, 1354, 1097]
directory-entry: — Heilmann & Söhne, Judeng. 14. bbox=[993, 1337, 1234, 1353]
directory-entry: VIII. Langeg. 64. bbox=[993, 456, 1112, 472]
directory-entry: — Mathilde, Gold- u. Silberftickerin, Sterng. 9. bbox=[500, 969, 829, 985]
directory-entry: — Heinrich, Bank-Caffier, VIII. Wickenburgg. 10. bbox=[14, 184, 358, 200]
directory-entry: ftraße 28. bbox=[993, 857, 1063, 873]
directory-entry: rethenftr. 38, Möbelhdl. Schenirring 9. bbox=[14, 681, 288, 697]
directory-entry: Hoher Markt 11, Magazin II. Ob. Donauftr. 93. bbox=[993, 1610, 1322, 1626]
page-number: 293 bbox=[1423, 22, 1490, 60]
directory-entry: — Rudolf, Bmt., II. Franzensbrückenftr. 5. bbox=[993, 264, 1288, 280]
directory-entry: — Johann, Branntweinerz., Whrg. Kreuzg. 26. bbox=[14, 1177, 336, 1193]
directory-entry: — Ludwig, Uhrmacher, II. Rothe Sterng. 19. bbox=[500, 809, 811, 825]
directory-entry: Kleiderhdl., Judeng. 14. bbox=[500, 937, 666, 953]
